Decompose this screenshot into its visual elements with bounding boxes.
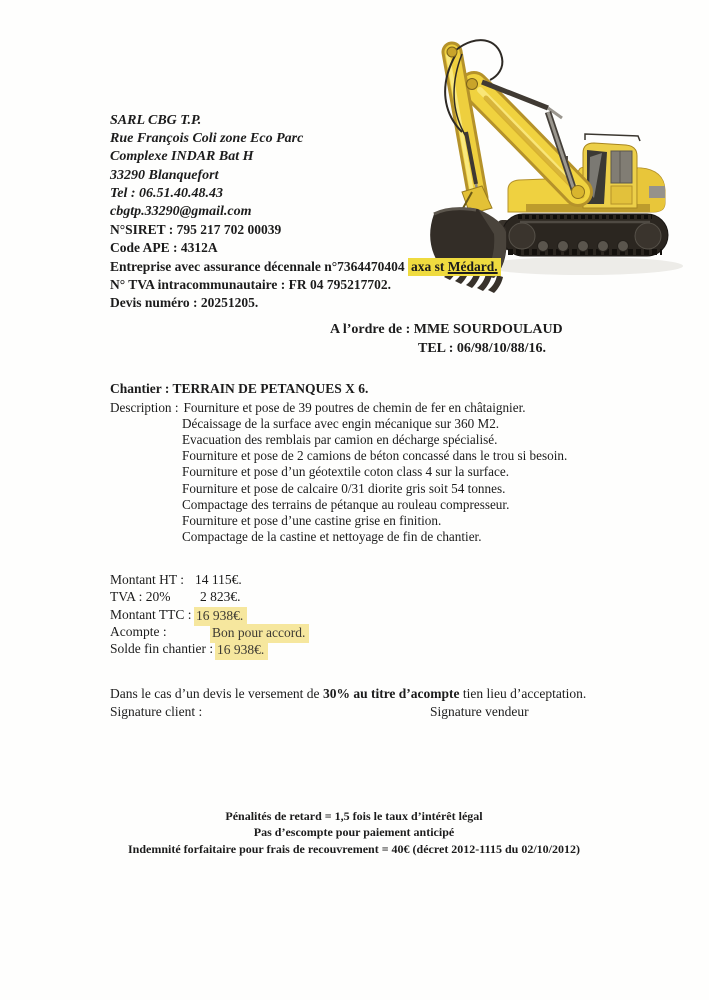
description-item: Evacuation des remblais par camion en décharge spécialisé. — [182, 432, 498, 448]
description-item: Compactage de la castine et nettoyage de fin de chantier. — [182, 528, 482, 544]
totals-block — [110, 572, 306, 658]
total-label: Acompte : — [110, 623, 167, 639]
acceptance-bold: 30% au titre d’acompte — [322, 686, 460, 701]
description-item: Compactage des terrains de pétanque au rouleau compresseur. — [182, 496, 510, 512]
description-first-line — [110, 400, 567, 416]
description-item: Décaissage de la surface avec engin mécanique sur 360 M2. — [182, 416, 500, 432]
footer-line-penalties: Pénalités de retard = 1,5 fois le taux d’intérêt légal — [225, 809, 483, 823]
total-row-ht — [110, 572, 242, 589]
devis-number-line: Devis numéro : 20251205. — [110, 295, 259, 311]
insurance-highlight-text: axa st — [411, 258, 448, 274]
company-address-3: 33290 Blanquefort — [110, 167, 219, 183]
description-item: Fourniture et pose d’un géotextile coton class 4 sur la surface. — [182, 464, 510, 480]
ape-line: Code APE : 4312A — [110, 240, 218, 256]
company-address-1: Rue François Coli zone Eco Parc — [110, 131, 304, 147]
siret-line: N°SIRET : 795 217 702 00039 — [110, 222, 282, 238]
total-value-highlighted: 16 938€. — [194, 607, 247, 626]
total-label: Solde fin chantier : — [110, 641, 214, 657]
stick-pin — [447, 47, 457, 57]
handrail — [585, 134, 640, 141]
insurance-highlight-underlined: Médard. — [447, 258, 498, 274]
total-value: 2 823€. — [200, 589, 241, 605]
company-address-2: Complexe INDAR Bat H — [110, 149, 254, 165]
footer-line-discount: Pas d’escompte pour paiement anticipé — [253, 825, 455, 840]
insurance-highlight — [408, 258, 501, 276]
footer-legal-block — [54, 808, 654, 857]
company-email: cbgtp.33290@gmail.com — [110, 204, 252, 220]
acceptance-line — [110, 685, 586, 703]
boom-pivot — [572, 186, 585, 199]
insurance-line — [110, 258, 501, 276]
description-item: Fourniture et pose de 39 poutres de chemin de fer en châtaignier. — [183, 400, 526, 416]
description-item: Fourniture et pose de 2 camions de béton concassé dans le trou si besoin. — [182, 448, 568, 464]
company-phone: Tel : 06.51.40.48.43 — [110, 185, 224, 201]
total-row-ttc — [110, 606, 244, 624]
description-label: Description : — [110, 400, 179, 416]
worksite-block — [110, 381, 567, 545]
total-label: Montant TTC : — [110, 606, 192, 622]
signature-row — [110, 703, 586, 721]
total-row-acompte — [110, 623, 306, 641]
order-block — [330, 321, 563, 358]
signature-vendor-label: Signature vendeur — [430, 704, 529, 719]
total-row-solde — [110, 641, 265, 658]
order-tel-line: TEL : 06/98/10/88/16. — [418, 340, 546, 356]
terms-block — [110, 685, 586, 721]
ground-shadow — [483, 257, 683, 275]
total-label: TVA : 20% — [110, 589, 171, 605]
total-label: Montant HT : — [110, 572, 184, 587]
acceptance-text: Dans le cas d’un devis le versement de — [110, 686, 323, 701]
company-header — [110, 112, 501, 312]
acceptance-suffix: tien lieu d’acceptation. — [459, 686, 587, 701]
total-value-highlighted: Bon pour accord. — [210, 624, 309, 643]
tva-line: N° TVA intracommunautaire : FR 04 795217702. — [110, 276, 392, 292]
description-item: Fourniture et pose d’une castine grise en finition. — [182, 512, 442, 528]
elbow-pin — [467, 79, 478, 90]
total-value: 14 115€. — [195, 572, 242, 587]
signature-client-label: Signature client : — [110, 704, 203, 719]
insurance-text: Entreprise avec assurance décennale n°7364470404 — [110, 258, 409, 274]
total-value-highlighted: 16 938€. — [215, 641, 268, 660]
description-item: Fourniture et pose de calcaire 0/31 diorite gris soit 54 tonnes. — [182, 480, 506, 496]
track — [502, 214, 668, 256]
order-name-line: A l’ordre de : MME SOURDOULAUD — [330, 322, 563, 337]
worksite-title: Chantier : TERRAIN DE PETANQUES X 6. — [110, 381, 369, 396]
footer-line-indemnity: Indemnité forfaitaire pour frais de recouvrement = 40€ (décret 2012-1115 du 02/10/2012) — [127, 841, 580, 856]
company-name: SARL CBG T.P. — [110, 113, 202, 128]
total-row-tva — [110, 589, 241, 606]
